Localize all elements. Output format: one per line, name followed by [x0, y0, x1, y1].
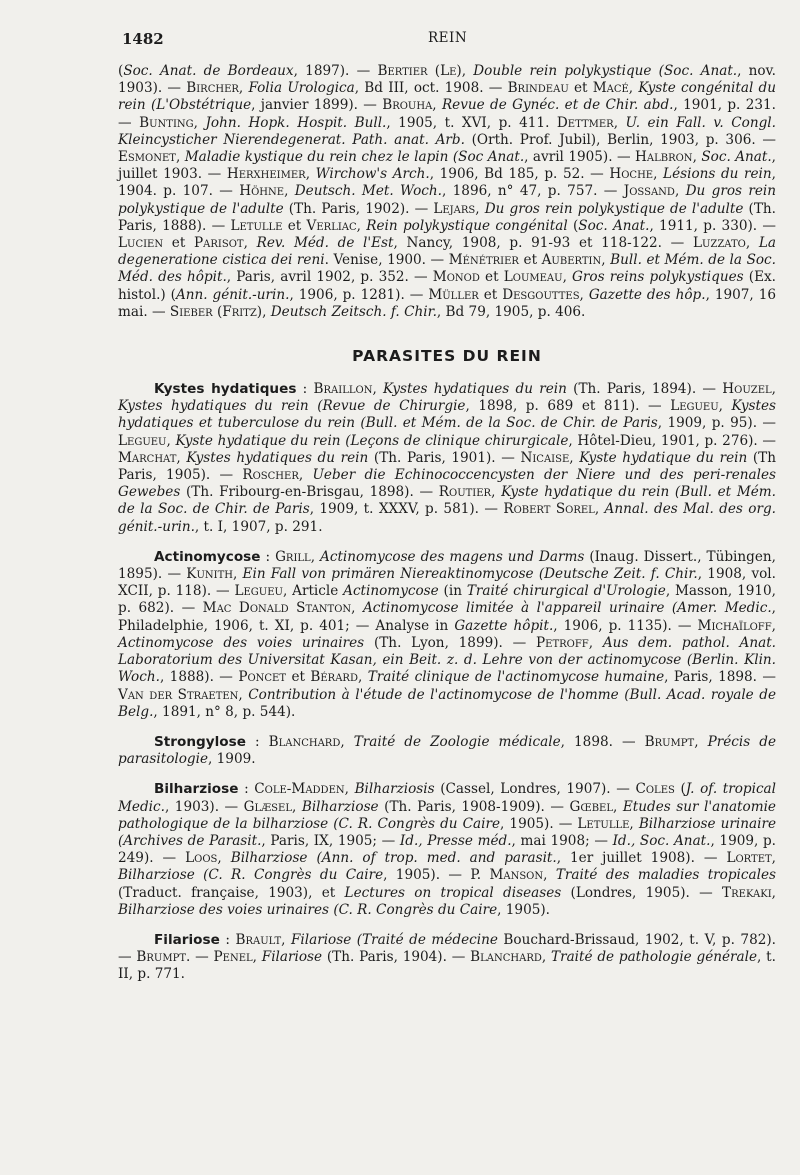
citation-text: , 1898. — — [560, 733, 645, 750]
title-text: Filariose — [261, 949, 323, 966]
citation-text: , — [281, 931, 291, 948]
entry-actinomycose — [118, 549, 776, 721]
author-name: Lortet — [726, 850, 772, 867]
title-text: J. of. tropical Medic. — [118, 781, 777, 815]
citation-text: (Th. Paris, 1901). — — [368, 449, 521, 466]
citation-text: , 1898, p. 689 et 811). — — [465, 398, 671, 415]
citation-text: , — [310, 548, 321, 565]
author-name: Macé — [592, 80, 629, 97]
citation-text: , — [588, 634, 603, 651]
author-name: Aubertin — [541, 252, 602, 269]
citation-text: (in — [438, 583, 467, 600]
citation-text: (Londres, 1905). — — [561, 884, 723, 901]
citation-text: , Bd 79, 1905, p. 406. — [436, 303, 586, 320]
title-text: Wirchow's Arch. — [315, 166, 430, 183]
citation-text: (Th. Fribourg-en-Brisgau, 1898). — — [180, 484, 439, 501]
citation-text: , — [351, 600, 363, 617]
citation-text: , — [771, 884, 776, 901]
title-text: Gazette des hôp. — [588, 286, 706, 303]
author-name: Müller — [428, 286, 479, 303]
entry-heading: Actinomycose — [154, 548, 261, 565]
citation-text: : — [219, 931, 236, 948]
author-name: Bérard — [310, 669, 358, 686]
title-text: Actinomycose — [343, 583, 439, 600]
title-text: Etudes sur l'anatomie pathologique de la bilharziose (C. R. Congrès du Caire — [118, 798, 776, 832]
author-name: Poncet — [238, 669, 287, 686]
citation-text: . Venise, 1900. — — [324, 252, 449, 269]
citation-text: , 1891, n° 8, p. 544). — [153, 703, 296, 720]
citation-text: , 1er juillet 1908). — — [556, 850, 727, 867]
title-text: Aus dem. pathol. Anat. Laboratorium des Universitat Kasan, ein Beit. z. d. Lehre von der actinomycose (Berlin. Klin. Woch. — [118, 634, 776, 686]
title-text: Bilharziose (C. R. Congrès du Caire — [118, 867, 384, 884]
author-name: Petroff — [536, 634, 589, 651]
title-text: Kystes hydatiques du rein — [383, 381, 567, 398]
citation-text: , — [594, 501, 605, 518]
title-text: Actinomycose limitée à l'appareil urinaire (Amer. Medic. — [362, 600, 772, 617]
author-name: Robert Sorel — [503, 501, 595, 518]
citation-text: , janvier 1899). — — [251, 97, 383, 114]
author-name: Lucien — [118, 235, 164, 252]
citation-text: , — [694, 733, 708, 750]
title-text: Du gros rein polykystique de l'adulte — [118, 183, 776, 217]
author-name: Letulle — [577, 815, 630, 832]
author-name: Gœbel — [569, 798, 613, 815]
title-text: John. Hopk. Hospit. Bull. — [205, 114, 387, 131]
title-text: Deutsch Zeitsch. f. Chir. — [270, 303, 437, 320]
citation-text: , — [238, 686, 249, 703]
citation-text: et — [478, 286, 503, 303]
author-name: Blanchard — [470, 949, 542, 966]
author-name: Ménétrier — [448, 252, 519, 269]
author-name: Legueu — [118, 432, 167, 449]
citation-text: , 1906, p. 1135). — — [553, 617, 698, 634]
title-text: Actinomycose des magens und Darms — [320, 548, 585, 565]
citation-text: , — [653, 166, 664, 183]
citation-text: , 1903). — — [164, 798, 244, 815]
intro-bibliography-paragraph — [118, 63, 776, 321]
citation-text: , 1909, p. 249). — — [118, 832, 776, 867]
page-number: 1482 — [122, 30, 164, 48]
title-text: Lésions du rein — [663, 166, 772, 183]
title-text: Ueber die Echinococcencysten der Niere und des peri-renales Gewebes — [118, 467, 776, 501]
title-text: Traité chirurgical d'Urologie — [466, 583, 666, 600]
title-text: Traité de Zoologie médicale — [353, 733, 561, 750]
title-text: Rev. Méd. de l'Est — [256, 235, 394, 252]
title-text: Double rein polykystique (Soc. Anat. — [473, 63, 738, 79]
citation-text: , — [340, 733, 354, 750]
entry-kystes-hydatiques — [118, 381, 776, 536]
author-name: Nicaise — [520, 449, 570, 466]
citation-text: , Philadelphie, 1906, t. XI, p. 401; — Analyse in — [118, 600, 776, 634]
title-text: Kyste hydatique du rein (Leçons de clinique chirurgicale — [175, 432, 569, 449]
citation-text: et — [286, 669, 311, 686]
citation-text: , — [252, 949, 262, 966]
author-name: Loos — [185, 850, 218, 867]
author-name: Coles — [635, 781, 675, 798]
citation-text: , 1908, vol. XCII, p. 118). — — [118, 566, 776, 600]
running-title: REIN — [428, 30, 468, 46]
title-text: Filariose (Traité de médecine — [290, 931, 498, 948]
author-name: Brumpt — [136, 949, 186, 966]
citation-text: , 1911, p. 330). — — [649, 217, 777, 234]
title-text: Traité des maladies tropicales — [555, 867, 776, 884]
citation-text: . — — [186, 949, 214, 966]
citation-text: , Paris, 1898. — — [664, 669, 776, 686]
entry-heading: Bilharziose — [154, 781, 239, 798]
author-name: Brumpt — [644, 733, 695, 750]
title-text: Bull. et Mém. de la Soc. Méd. des hôpit. — [118, 252, 776, 286]
title-text: Soc. Anat. — [578, 217, 650, 234]
citation-text: et — [479, 269, 504, 286]
author-name: Glæsel — [243, 798, 292, 815]
citation-text: , — [579, 286, 589, 303]
author-name: Routier — [438, 484, 492, 501]
title-text: Id., Presse méd. — [399, 832, 512, 849]
citation-text: , — [357, 669, 368, 686]
citation-text: (Th Paris, 1905). — — [118, 449, 776, 484]
title-text: Annal. des Mal. des org. génit.-urin. — [118, 501, 776, 535]
citation-text: , — [628, 80, 639, 97]
author-name: Monod — [432, 269, 480, 286]
citation-text: , 1888). — — [159, 669, 239, 686]
title-text: Actinomycose des voies urinaires — [118, 634, 365, 651]
author-name: Jossand — [623, 183, 675, 200]
citation-text: , — [432, 97, 442, 114]
title-text: Maladie kystique du rein chez le lapin (Soc Anat. — [184, 149, 525, 166]
citation-text: , 1905). — P. — [383, 867, 490, 884]
citation-text: ( — [118, 63, 124, 79]
citation-text: (Ex. histol.) ( — [118, 269, 776, 303]
title-text: Soc. Anat. — [701, 149, 772, 166]
citation-text: , — [491, 484, 502, 501]
entry-heading: Strongylose — [154, 733, 246, 750]
citation-text: , 1901, p. 231. — — [118, 97, 776, 131]
title-text: Kyste hydatique du rein (Bull. et Mém. de la Soc. de Chir. de Paris — [118, 484, 776, 518]
title-text: Ein Fall von primären Niereaktinomycose (Deutsche Zeit. f. Chir. — [242, 566, 698, 583]
citation-text: : — [238, 781, 255, 798]
citation-text: , — [562, 269, 573, 286]
entry-filariose — [118, 932, 776, 984]
citation-text: , t. II, p. 771. — [118, 949, 776, 983]
citation-text: , — [543, 867, 556, 884]
author-name: Luzzato — [692, 235, 746, 252]
title-text: Soc. Anat. de Bordeaux — [123, 63, 294, 79]
title-text: Traité de pathologie générale — [551, 949, 758, 966]
citation-text: , t. I, 1907, p. 291. — [194, 518, 323, 535]
citation-text: , — [284, 183, 295, 200]
citation-text: , — [262, 303, 271, 320]
title-text: Gazette hôpit. — [454, 617, 554, 634]
page-header — [0, 30, 800, 54]
citation-text: : — [260, 548, 276, 565]
author-name: Kunith — [186, 566, 233, 583]
citation-text: , — [176, 449, 187, 466]
author-name: Mac Donald Stanton — [202, 600, 352, 617]
citation-text: , — [166, 432, 176, 449]
citation-text: , 1909, t. XXXV, p. 581). — — [309, 501, 504, 518]
author-name: Lejars — [433, 200, 476, 217]
author-name: Verliac — [306, 217, 357, 234]
author-name: Loumeau — [503, 269, 563, 286]
citation-text: (Inaug. Dissert., Tübingen, 1895). — — [118, 548, 776, 583]
title-text: Bilharziosis — [354, 781, 435, 798]
citation-text: (Cassel, Londres, 1907). — — [434, 781, 636, 798]
citation-text: , nov. 1903). — — [118, 63, 776, 97]
author-name: Halbron — [635, 149, 693, 166]
citation-text: et — [568, 80, 593, 97]
citation-text: , — [771, 381, 776, 398]
author-name: Roscher — [242, 467, 299, 484]
section-title: PARASITES DU REIN — [352, 347, 542, 366]
author-name: Van der Straeten — [118, 686, 239, 703]
citation-text: , 1905). — — [500, 815, 578, 832]
citation-text: , — [613, 114, 626, 131]
title-text: Bilharziose des voies urinaires (C. R. Congrès du Caire — [118, 901, 498, 918]
author-name: Marchat — [118, 449, 177, 466]
author-name: Herxheimer — [226, 166, 306, 183]
citation-text: (Orth. Prof. Jubil), Berlin, 1903, p. 306. — — [464, 131, 776, 148]
title-text: Rein polykystique congénital — [366, 217, 568, 234]
citation-text: , — [601, 252, 611, 269]
citation-text: , — [461, 63, 474, 79]
citation-text: , — [298, 467, 313, 484]
citation-text: (Th. Paris, 1894). — — [566, 381, 723, 398]
citation-text: (Th. Paris, 1908-1909). — — [378, 798, 570, 815]
title-text: Contribution à l'étude de l'actinomycose de l'homme (Bull. Acad. royale de Belg. — [118, 686, 776, 720]
citation-text: , — [232, 566, 243, 583]
citation-text: , — [718, 398, 732, 415]
citation-text: , — [541, 949, 551, 966]
author-name: Desgouttes — [502, 286, 580, 303]
author-name: Trekaki — [722, 884, 772, 901]
author-name: Michaïloff — [697, 617, 772, 634]
title-text: La degeneratione cistica dei reni — [118, 235, 776, 269]
entry-heading: Kystes hydatiques — [154, 381, 297, 398]
author-name: Letulle — [230, 217, 283, 234]
citation-text: ( — [674, 781, 686, 798]
author-name: Parisot — [194, 235, 244, 252]
citation-text: , Masson, 1910, p. 682). — — [118, 583, 776, 617]
citation-text: et — [282, 217, 307, 234]
citation-text: , 1897). — — [293, 63, 378, 79]
author-name: Bertier (Le) — [377, 63, 462, 79]
page-body — [118, 63, 776, 984]
author-name: Houzel — [722, 381, 772, 398]
citation-text: , avril 1905). — — [524, 149, 636, 166]
citation-text: (Th. Paris, 1902). — — [283, 200, 434, 217]
citation-text: , mai 1908; — — [511, 832, 613, 849]
title-text: Lectures on tropical diseases — [344, 884, 562, 901]
citation-text: , 1905). — [497, 901, 550, 918]
author-name: Brouha — [382, 97, 433, 114]
title-text: Bilharziose (Ann. of trop. med. and parasit. — [230, 850, 557, 867]
citation-text: , — [771, 850, 776, 867]
citation-text: (Traduct. française, 1903), et — [118, 884, 345, 901]
citation-text: , — [238, 80, 249, 97]
citation-text: , — [193, 114, 206, 131]
title-text: Bilharziose — [301, 798, 379, 815]
citation-text: , Hôtel-Dieu, 1901, p. 276). — — [568, 432, 776, 449]
title-text: Du gros rein polykystique de l'adulte — [484, 200, 744, 217]
citation-text: , juillet 1903. — — [118, 149, 776, 183]
citation-text: , 1907, 16 mai. — — [118, 286, 777, 320]
citation-text: , — [745, 235, 759, 252]
author-name: Brault — [235, 931, 282, 948]
author-name: Sieber (Fritz) — [169, 303, 263, 320]
author-name: Dettmer — [556, 114, 614, 131]
citation-text: : — [245, 733, 269, 750]
citation-text: (Th. Lyon, 1899). — — [364, 634, 537, 651]
author-name: Bircher — [186, 80, 239, 97]
citation-text: Bouchard-Brissaud, 1902, t. V, p. 782). — — [118, 931, 776, 966]
author-name: Legueu — [234, 583, 283, 600]
citation-text: et — [163, 235, 194, 252]
author-name: Braillon — [313, 381, 373, 398]
citation-text: ( — [567, 217, 579, 234]
title-text: Kystes hydatiques et tuberculose du rein (Bull. et Mém. de la Soc. de Chir. de Paris — [118, 398, 776, 432]
author-name: Grill — [275, 548, 311, 565]
citation-text: , — [344, 781, 355, 798]
title-text: Id., Soc. Anat. — [612, 832, 711, 849]
author-name: Penel — [213, 949, 253, 966]
title-text: U. ein Fall. v. Congl. Kleincysticher Nierendegenerat. Path. anat. Arb. — [118, 114, 776, 148]
citation-text: , 1909, p. 95). — — [657, 415, 776, 432]
title-text: Ann. génit.-urin. — [175, 286, 290, 303]
author-name: Manson — [489, 867, 544, 884]
citation-text: , 1896, n° 47, p. 757. — — [441, 183, 624, 200]
title-text: Gros reins polykystiques — [572, 269, 744, 286]
citation-text: , 1906, p. 1281). — — [289, 286, 429, 303]
title-text: Bilharziose urinaire (Archives de Parasit. — [118, 815, 776, 849]
citation-text: , — [372, 381, 384, 398]
title-text: Kyste congénital du rein (L'Obstétrique — [118, 80, 776, 114]
citation-text: , — [356, 217, 367, 234]
citation-text: , — [692, 149, 702, 166]
author-name: Hoche — [609, 166, 654, 183]
entry-strongylose — [118, 734, 776, 768]
citation-text: , 1906, Bd 185, p. 52. — — [429, 166, 610, 183]
citation-text: : — [296, 381, 314, 398]
citation-text: , 1904. p. 107. — — [118, 166, 776, 200]
entry-heading: Filariose — [154, 931, 220, 948]
title-text: Précis de parasitologie — [118, 733, 776, 768]
citation-text: , — [175, 149, 185, 166]
citation-text: , — [629, 815, 639, 832]
author-name: Esmonet — [118, 149, 176, 166]
citation-text: , 1909. — [208, 751, 256, 768]
citation-text: et — [518, 252, 542, 269]
citation-text: , — [305, 166, 316, 183]
title-text: Kyste hydatique du rein — [579, 449, 748, 466]
author-name: Bunting — [139, 114, 194, 131]
author-name: Legueu — [670, 398, 719, 415]
entry-bilharziose — [118, 781, 776, 919]
citation-text: , — [475, 200, 485, 217]
citation-text: , 1905, t. XVI, p. 411. — [386, 114, 557, 131]
title-text: Revue de Gynéc. et de Chir. abd. — [441, 97, 674, 114]
citation-text: , — [613, 798, 623, 815]
citation-text: , Paris, IX, 1905; — — [261, 832, 400, 849]
author-name: Höhne — [239, 183, 285, 200]
title-text: Kystes hydatiques du rein (Revue de Chirurgie — [118, 398, 466, 415]
citation-text: , — [291, 798, 302, 815]
title-text: Deutsch. Met. Woch. — [294, 183, 442, 200]
citation-text: (Th. Paris, 1888). — — [118, 200, 776, 234]
title-text: Folia Urologica — [248, 80, 355, 97]
citation-text: , Paris, avril 1902, p. 352. — — [226, 269, 433, 286]
citation-text: , — [243, 235, 257, 252]
title-text: Kystes hydatiques du rein — [186, 449, 369, 466]
author-name: Brindeau — [507, 80, 569, 97]
title-text: Traité clinique de l'actinomycose humaine — [367, 669, 665, 686]
author-name: Cole-Madden — [254, 781, 345, 798]
citation-text: , Nancy, 1908, p. 91-93 et 118-122. — — [393, 235, 693, 252]
citation-text: , — [569, 449, 580, 466]
citation-text: , — [771, 617, 776, 634]
citation-text: , — [217, 850, 231, 867]
citation-text: , — [674, 183, 686, 200]
citation-text: (Th. Paris, 1904). — — [322, 949, 471, 966]
citation-text: , Bd III, oct. 1908. — — [354, 80, 508, 97]
author-name: Blanchard — [268, 733, 341, 750]
citation-text: , Article — [282, 583, 344, 600]
